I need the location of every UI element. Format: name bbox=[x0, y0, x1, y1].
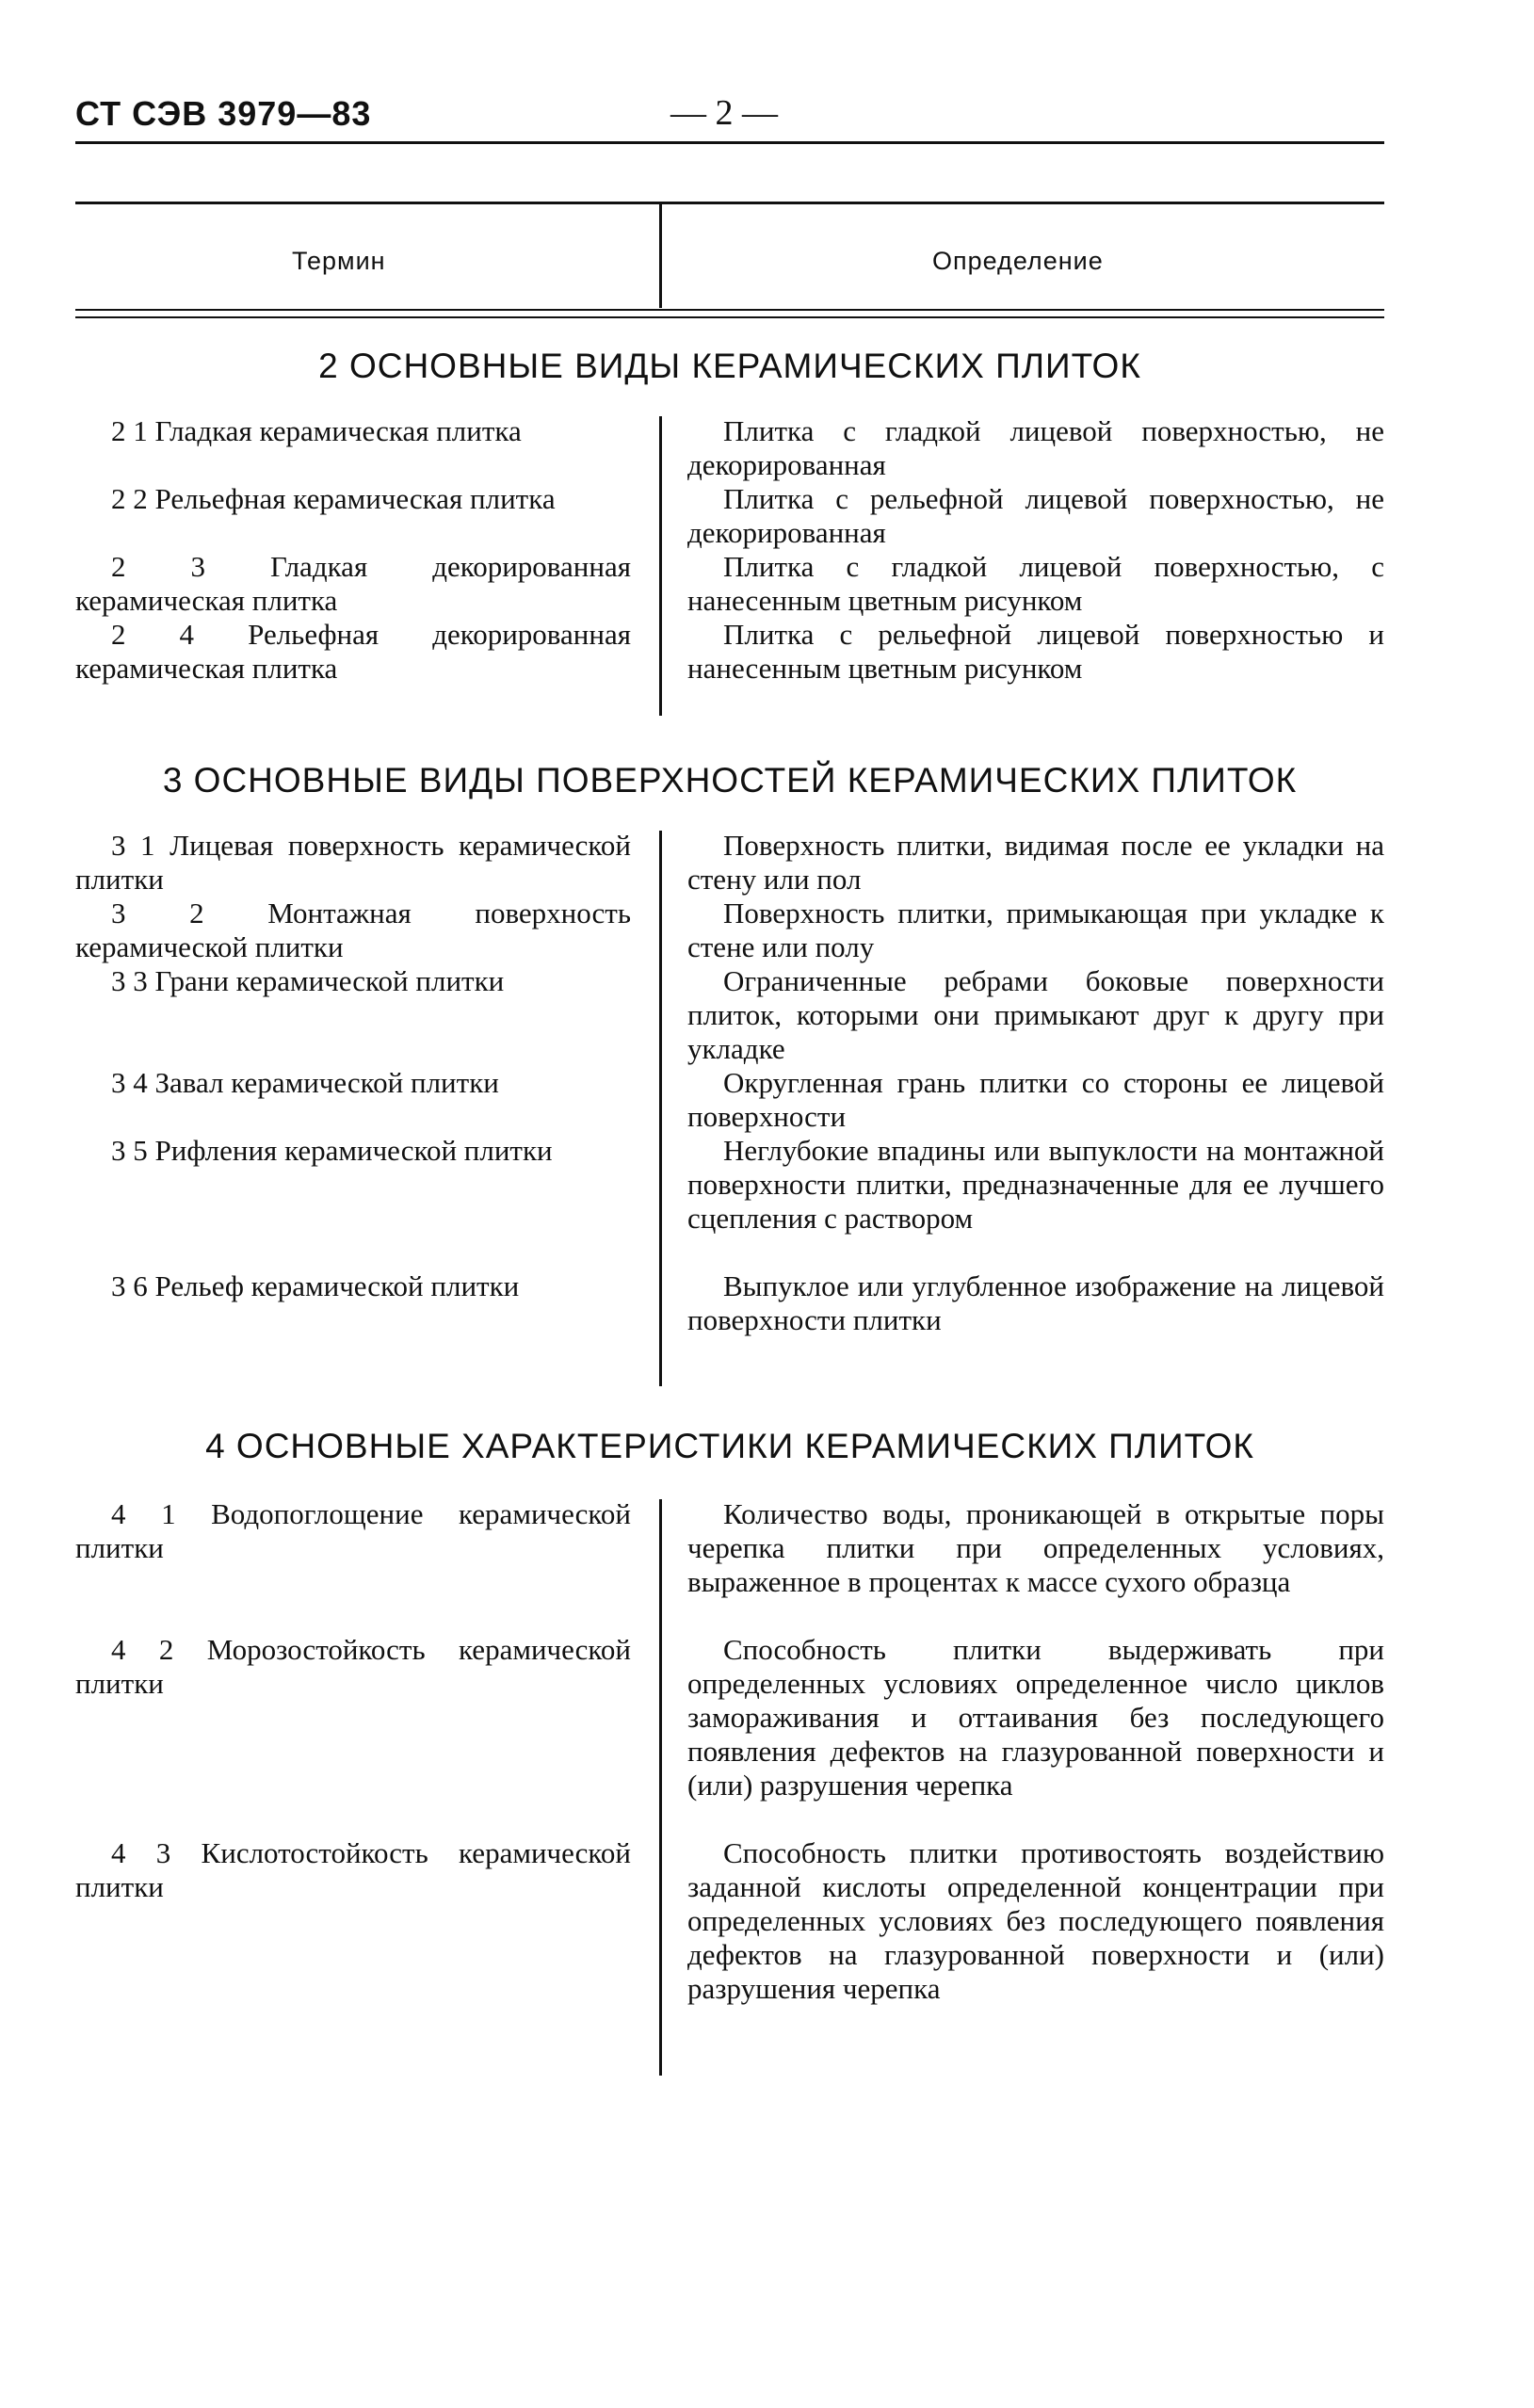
column-divider bbox=[659, 1499, 662, 2076]
column-divider bbox=[659, 831, 662, 1386]
definition-entry: Плитка с рельефной лицевой поверхностью и нанесенным цветным рисунком bbox=[687, 618, 1384, 685]
table-top-rule bbox=[75, 202, 1384, 204]
term-entry: 3 3 Грани керамической плитки bbox=[111, 964, 505, 997]
definition-entry: Плитка с гладкой лицевой поверхностью, не декорированная bbox=[687, 414, 1384, 481]
definition-entry: Выпуклое или углубленное изображение на лицевой поверхности плитки bbox=[687, 1269, 1384, 1336]
definition-entry: Плитка с рельефной лицевой поверхностью, не декорированная bbox=[687, 482, 1384, 549]
term-entry: 3 6 Рельеф керамической плитки bbox=[111, 1269, 520, 1302]
section-title: 4 ОСНОВНЫЕ ХАРАКТЕРИСТИКИ КЕРАМИЧЕСКИХ ПЛИТОК bbox=[205, 1427, 1254, 1465]
definition-entry: Количество воды, проникающей в открытые поры черепка плитки при определенных условиях, выраженное в процентах к массе сухого образца bbox=[687, 1497, 1384, 1598]
term-entry: 3 2 Монтажная поверхность керамической плитки bbox=[75, 897, 631, 963]
definition-entry: Плитка с гладкой лицевой поверхностью, с нанесенным цветным рисунком bbox=[687, 550, 1384, 617]
definition-entry: Округленная грань плитки со стороны ее лицевой поверхности bbox=[687, 1066, 1384, 1133]
section-title: 3 ОСНОВНЫЕ ВИДЫ ПОВЕРХНОСТЕЙ КЕРАМИЧЕСКИХ ПЛИТОК bbox=[162, 761, 1298, 800]
term-entry: 2 3 Гладкая декорированная керамическая плитка bbox=[75, 550, 631, 617]
header-rule bbox=[75, 141, 1384, 144]
definition-entry: Ограниченные ребрами боковые поверхности плиток, которыми они примыкают друг к другу при укладке bbox=[687, 964, 1384, 1065]
definition-column-header: Определение bbox=[932, 247, 1104, 275]
term-entry: 4 2 Морозостойкость керамической плитки bbox=[75, 1633, 631, 1700]
column-divider bbox=[659, 416, 662, 716]
term-column-header: Термин bbox=[292, 247, 386, 275]
term-entry: 2 4 Рельефная декорированная керамическая плитка bbox=[75, 618, 631, 685]
standard-code: СТ СЭВ 3979—83 bbox=[75, 94, 372, 133]
term-entry: 3 1 Лицевая поверхность керамической плитки bbox=[75, 829, 631, 896]
term-entry: 3 4 Завал керамической плитки bbox=[111, 1066, 499, 1099]
definition-entry: Поверхность плитки, видимая после ее укладки на стену или пол bbox=[687, 829, 1384, 896]
definition-entry: Поверхность плитки, примыкающая при укладке к стене или полу bbox=[687, 897, 1384, 963]
column-divider-header bbox=[659, 204, 662, 308]
term-entry: 2 1 Гладкая керамическая плитка bbox=[111, 414, 522, 447]
term-entry: 3 5 Рифления керамической плитки bbox=[111, 1134, 553, 1167]
table-header-rule-1 bbox=[75, 309, 1384, 311]
definition-entry: Неглубокие впадины или выпуклости на монтажной поверхности плитки, предназначенные для ее лучшего сцепления с раствором bbox=[687, 1134, 1384, 1235]
term-entry: 4 1 Водопоглощение керамической плитки bbox=[75, 1497, 631, 1564]
definition-entry: Способность плитки противостоять воздействию заданной кислоты определенной концентрации при определенных условиях без последующего появления дефектов на глазурованной поверхности и (или) разрушения черепка bbox=[687, 1836, 1384, 2005]
definition-entry: Способность плитки выдерживать при определенных условиях определенное число циклов замораживания и оттаивания без последующего появления дефектов на глазурованной поверхности и (или) разрушения черепка bbox=[687, 1633, 1384, 1802]
page-number: — 2 — bbox=[670, 93, 778, 133]
table-header-rule-2 bbox=[75, 316, 1384, 318]
section-title: 2 ОСНОВНЫЕ ВИДЫ КЕРАМИЧЕСКИХ ПЛИТОК bbox=[318, 347, 1141, 385]
term-entry: 4 3 Кислотостойкость керамической плитки bbox=[75, 1836, 631, 1903]
term-entry: 2 2 Рельефная керамическая плитка bbox=[111, 482, 556, 515]
